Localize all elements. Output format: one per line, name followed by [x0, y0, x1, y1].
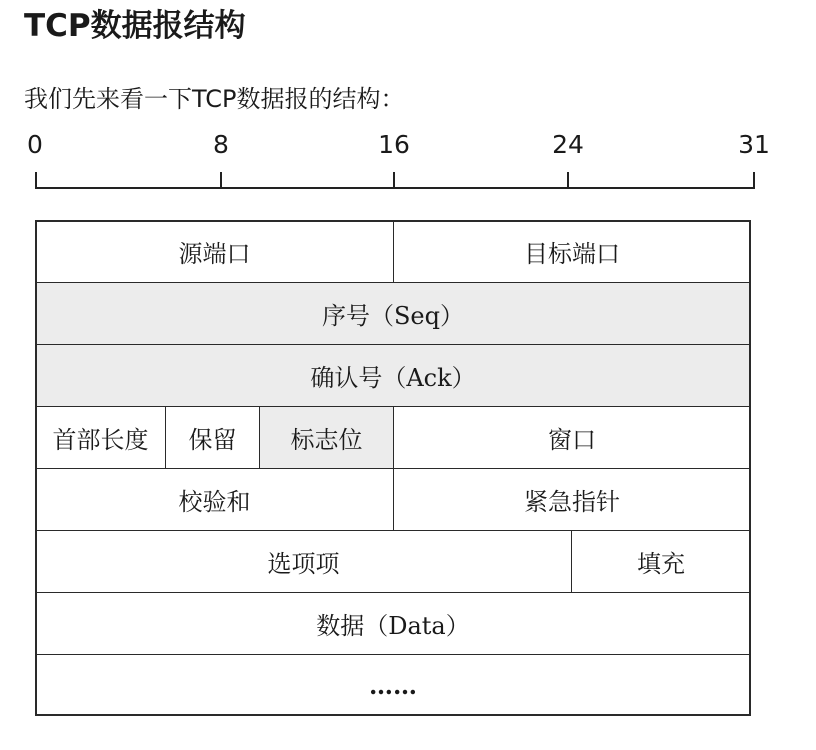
tcp-header-diagram: [35, 220, 751, 716]
ruler-tick-0: [35, 172, 37, 189]
ruler-label-31: 31: [738, 130, 770, 159]
ruler-label-24: 24: [552, 130, 584, 159]
field-window: 窗口: [393, 406, 751, 469]
field-dest-port: 目标端口: [393, 220, 751, 283]
field-seq: 序号（Seq）: [35, 282, 751, 345]
intro-text: 我们先来看一下TCP数据报的结构：: [24, 85, 405, 113]
ruler-tick-31: [753, 172, 755, 189]
field-reserved: 保留: [165, 406, 260, 469]
ruler-tick-24: [567, 172, 569, 189]
ruler-axis-line: [35, 187, 755, 189]
field-checksum: 校验和: [35, 468, 394, 531]
ruler-label-0: 0: [27, 130, 43, 159]
field-padding: 填充: [571, 530, 751, 593]
field-ack: 确认号（Ack）: [35, 344, 751, 407]
field-header-length: 首部长度: [35, 406, 166, 469]
page-title: TCP数据报结构: [24, 8, 246, 44]
ruler-label-8: 8: [213, 130, 229, 159]
field-urgent-pointer: 紧急指针: [393, 468, 751, 531]
ruler-tick-16: [393, 172, 395, 189]
field-flags: 标志位: [259, 406, 394, 469]
ruler-label-16: 16: [378, 130, 410, 159]
bit-ruler: [0, 130, 816, 190]
field-data: 数据（Data）: [35, 592, 751, 655]
field-source-port: 源端口: [35, 220, 394, 283]
field-options: 选项项: [35, 530, 572, 593]
field-more: ……: [35, 654, 751, 716]
ruler-tick-8: [220, 172, 222, 189]
